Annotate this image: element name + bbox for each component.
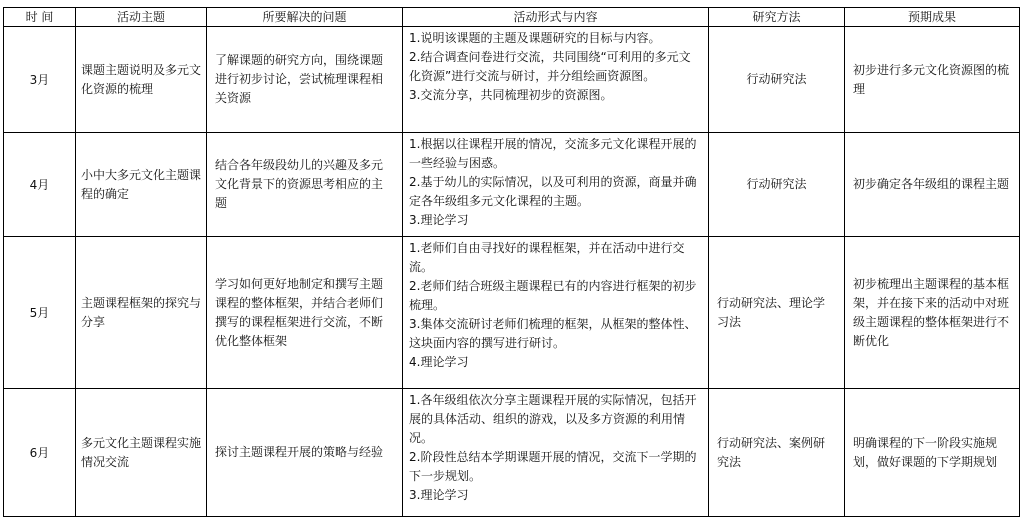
header-time: 时 间 (4, 8, 76, 27)
month-cell: 6月 (4, 389, 76, 517)
content-item: 2.老师们结合班级主题课程已有的内容进行框架的初步梳理。 (409, 279, 697, 312)
content-cell (403, 237, 709, 389)
content-item: 1.说明该课题的主题及课题研究的目标与内容。 (409, 31, 661, 45)
problem-cell: 探讨主题课程开展的策略与经验 (207, 389, 403, 517)
content-cell (403, 27, 709, 133)
content-item: 2.结合调查问卷进行交流，共同围绕“可利用的多元文化资源”进行交流与研讨，并分组绘画资源图。 (409, 50, 691, 83)
content-item: 4.理论学习 (409, 355, 469, 369)
method-cell: 行动研究法、案例研究法 (709, 389, 845, 517)
header-outcome: 预期成果 (845, 8, 1020, 27)
theme-cell: 多元文化主题课程实施情况交流 (76, 389, 207, 517)
header-content: 活动形式与内容 (403, 8, 709, 27)
theme-cell: 小中大多元文化主题课程的确定 (76, 133, 207, 237)
table-row (4, 389, 1020, 517)
content-cell (403, 133, 709, 237)
content-item: 2.阶段性总结本学期课题开展的情况，交流下一学期的下一步规划。 (409, 450, 697, 483)
month-cell: 4月 (4, 133, 76, 237)
problem-cell: 了解课题的研究方向，围绕课题进行初步讨论，尝试梳理课程相关资源 (207, 27, 403, 133)
content-item: 3.交流分享，共同梳理初步的资源图。 (409, 88, 613, 102)
theme-cell: 主题课程框架的探究与分享 (76, 237, 207, 389)
activity-plan-table (3, 7, 1020, 517)
outcome-cell: 初步梳理出主题课程的基本框架，并在接下来的活动中对班级主题课程的整体框架进行不断优化 (845, 237, 1020, 389)
problem-cell: 结合各年级段幼儿的兴趣及多元文化背景下的资源思考相应的主题 (207, 133, 403, 237)
method-cell: 行动研究法 (709, 133, 845, 237)
outcome-cell: 明确课程的下一阶段实施规划，做好课题的下学期规划 (845, 389, 1020, 517)
problem-cell: 学习如何更好地制定和撰写主题课程的整体框架，并结合老师们撰写的课程框架进行交流，不断优化整体框架 (207, 237, 403, 389)
plan-table-container (3, 7, 1019, 518)
header-theme: 活动主题 (76, 8, 207, 27)
outcome-cell: 初步进行多元文化资源图的梳理 (845, 27, 1020, 133)
month-cell: 3月 (4, 27, 76, 133)
outcome-cell: 初步确定各年级组的课程主题 (845, 133, 1020, 237)
header-problem: 所要解决的问题 (207, 8, 403, 27)
month-cell: 5月 (4, 237, 76, 389)
method-cell: 行动研究法 (709, 27, 845, 133)
theme-cell: 课题主题说明及多元文化资源的梳理 (76, 27, 207, 133)
method-cell: 行动研究法、理论学习法 (709, 237, 845, 389)
content-item: 3.理论学习 (409, 488, 469, 502)
content-item: 3.理论学习 (409, 213, 469, 227)
content-item: 2.基于幼儿的实际情况，以及可利用的资源，商量并确定各年级组多元文化课程的主题。 (409, 175, 697, 208)
content-cell (403, 389, 709, 517)
table-row (4, 133, 1020, 237)
table-row (4, 27, 1020, 133)
content-item: 1.老师们自由寻找好的课程框架，并在活动中进行交流。 (409, 241, 685, 274)
content-item: 3.集体交流研讨老师们梳理的框架，从框架的整体性、这块面内容的撰写进行研讨。 (409, 317, 697, 350)
content-item: 1.根据以往课程开展的情况，交流多元文化课程开展的一些经验与困惑。 (409, 137, 697, 170)
content-item: 1.各年级组依次分享主题课程开展的实际情况，包括开展的具体活动、组织的游戏，以及多方资源的利用情况。 (409, 393, 697, 445)
header-method: 研究方法 (709, 8, 845, 27)
table-row (4, 237, 1020, 389)
header-row (4, 8, 1020, 27)
